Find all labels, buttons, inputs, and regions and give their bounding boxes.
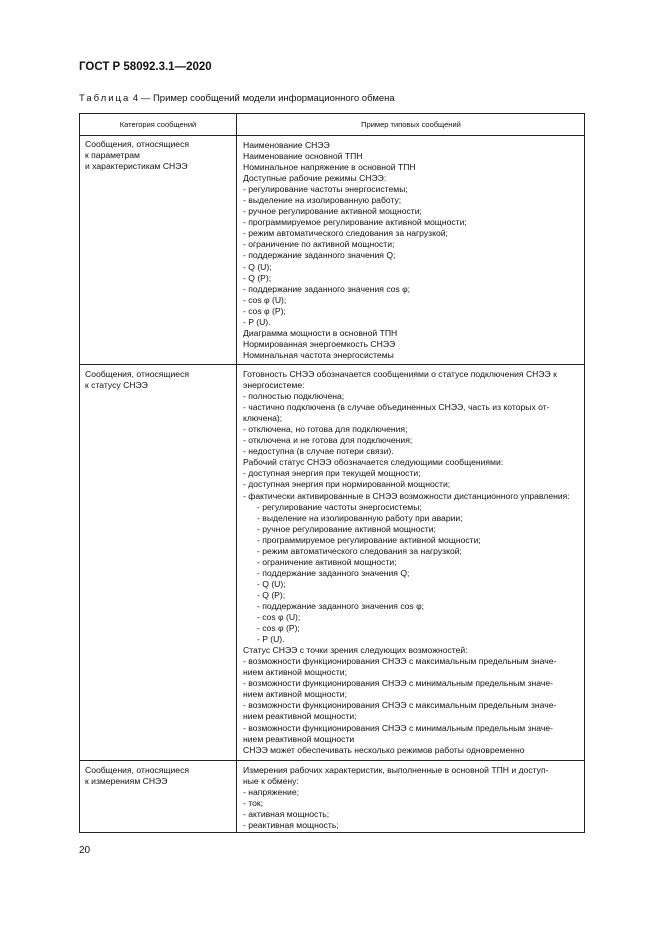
message-line: - Q (U); (243, 261, 272, 272)
row-status-examples (243, 369, 578, 756)
message-line: - ограничение активной мощности; (257, 556, 397, 567)
message-line: - возможности функционирования СНЭЭ с минимальным предельным значе- (243, 678, 553, 689)
row-parameters-category: Сообщения, относящиеся к параметрам и характеристикам СНЭЭ (85, 139, 190, 172)
message-line: - полностью подключена; (243, 391, 345, 402)
message-line: - поддержание заданного значения cos φ; (257, 600, 425, 611)
message-line: ные к обмену: (243, 776, 299, 787)
message-line: - отключена, но готова для подключения; (243, 424, 408, 435)
message-line: - возможности функционирования СНЭЭ с максимальным предельным значе- (243, 700, 557, 711)
message-line: Доступные рабочие режимы СНЭЭ: (243, 173, 387, 184)
message-line: Диаграмма мощности в основной ТПН (243, 327, 398, 338)
message-line: - cos φ (U); (243, 294, 287, 305)
message-line: - программируемое регулирование активной мощности; (257, 534, 481, 545)
row-parameters-examples (243, 140, 578, 361)
column-header-category: Категория сообщений (119, 120, 197, 129)
page-number: 20 (79, 845, 91, 856)
message-line: - ручное регулирование активной мощности; (243, 206, 422, 217)
message-line: Номинальное напряжение в основной ТПН (243, 162, 416, 173)
message-line: - ток; (243, 798, 264, 809)
message-line: Нормированная энергоемкость СНЭЭ (243, 338, 396, 349)
message-line: нием активной мощности; (243, 689, 347, 700)
message-line: - регулирование частоты энергосистемы; (243, 184, 408, 195)
message-line: - поддержание заданного значения cos φ; (243, 283, 411, 294)
message-line: - Q (P); (257, 589, 286, 600)
message-line: - недоступна (в случае потери связи). (243, 446, 394, 457)
column-header-examples: Пример типовых сообщений (361, 120, 461, 129)
message-line: - возможности функционирования СНЭЭ с максимальным предельным значе- (243, 656, 557, 667)
caption-label: Таблица (79, 93, 131, 104)
message-line: - P (U). (257, 634, 285, 645)
messages-table (79, 113, 585, 833)
message-line: - доступная энергия при текущей мощности; (243, 468, 421, 479)
message-line: - ручное регулирование активной мощности; (257, 523, 436, 534)
message-line: - активная мощность; (243, 809, 330, 820)
message-line: энергосистеме: (243, 380, 305, 391)
row-divider (80, 760, 584, 761)
message-line: нием реактивной мощности; (243, 711, 357, 722)
message-line: - выделение на изолированную работу при аварии; (257, 512, 463, 523)
message-line: Статус СНЭЭ с точки зрения следующих возможностей: (243, 645, 468, 656)
row-measurements-examples (243, 765, 578, 831)
message-line: - P (U). (243, 316, 271, 327)
message-line: - частично подключена (в случае объединенных СНЭЭ, часть из которых от- (243, 402, 550, 413)
row-measurements-category: Сообщения, относящиеся к измерениям СНЭЭ (85, 765, 190, 787)
message-line: - cos φ (U); (257, 612, 301, 623)
message-line: - доступная энергия при нормированной мощности; (243, 479, 451, 490)
message-line: нием реактивной мощности (243, 733, 355, 744)
row-divider (80, 364, 584, 365)
message-line: - Q (U); (257, 578, 286, 589)
message-line: - режим автоматического следования за нагрузкой; (257, 545, 462, 556)
message-line: - Q (P); (243, 272, 272, 283)
message-line: - режим автоматического следования за нагрузкой; (243, 228, 448, 239)
message-line: СНЭЭ может обеспечивать несколько режимов работы одновременно (243, 744, 525, 755)
message-line: - ограничение по активной мощности; (243, 239, 395, 250)
message-line: ключена); (243, 413, 283, 424)
message-line: - выделение на изолированную работу; (243, 195, 402, 206)
message-line: Рабочий статус СНЭЭ обозначается следующими сообщениями: (243, 457, 504, 468)
message-line: нием активной мощности; (243, 667, 347, 678)
message-line: - cos φ (P); (257, 623, 300, 634)
message-line: Наименование основной ТПН (243, 151, 363, 162)
message-line: - напряжение; (243, 787, 300, 798)
message-line: - отключена и не готова для подключения; (243, 435, 413, 446)
message-line: Номинальная частота энергосистемы (243, 349, 394, 360)
message-line: - поддержание заданного значения Q; (257, 567, 410, 578)
table-header (80, 114, 584, 136)
message-line: Наименование СНЭЭ (243, 140, 330, 150)
table-caption (79, 93, 395, 104)
message-line: - cos φ (P); (243, 305, 286, 316)
caption-text: 4 — Пример сообщений модели информационного обмена (132, 93, 395, 104)
message-line: Измерения рабочих характеристик, выполненные в основной ТПН и доступ- (243, 765, 549, 775)
row-status-category: Сообщения, относящиеся к статусу СНЭЭ (85, 369, 190, 391)
message-line: Готовность СНЭЭ обозначается сообщениями о статусе подключения СНЭЭ к (243, 369, 557, 379)
message-line: - фактически активированные в СНЭЭ возможности дистанционного управления: (243, 490, 570, 501)
message-line: - реактивная мощность; (243, 820, 339, 831)
message-line: - программируемое регулирование активной мощности; (243, 217, 467, 228)
message-line: - поддержание заданного значения Q; (243, 250, 396, 261)
column-divider (236, 114, 237, 832)
standard-header: ГОСТ Р 58092.3.1—2020 (79, 61, 212, 73)
message-line: - регулирование частоты энергосистемы; (257, 501, 422, 512)
message-line: - возможности функционирования СНЭЭ с минимальным предельным значе- (243, 722, 553, 733)
